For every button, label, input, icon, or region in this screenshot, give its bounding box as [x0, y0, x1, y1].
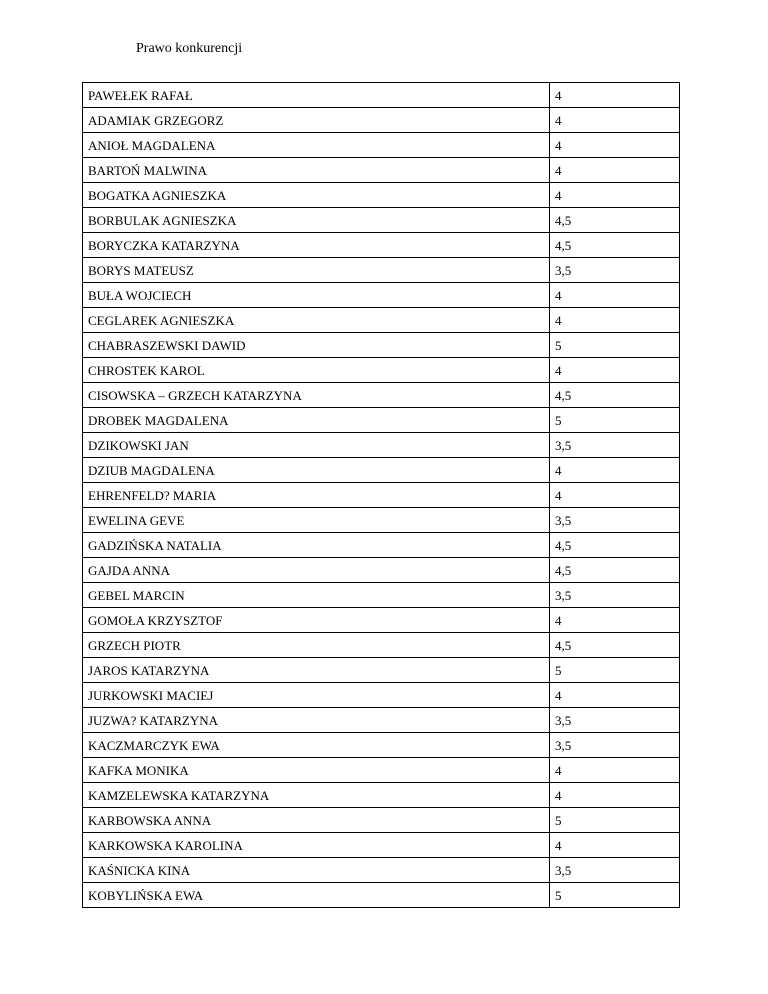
table-row — [83, 383, 680, 408]
grade-cell: 4 — [550, 283, 680, 308]
table-row — [83, 808, 680, 833]
student-name-cell: CHROSTEK KAROL — [83, 358, 550, 383]
grade-cell: 5 — [550, 808, 680, 833]
student-name-cell: JUZWA? KATARZYNA — [83, 708, 550, 733]
grade-cell: 4,5 — [550, 208, 680, 233]
student-name-cell: ADAMIAK GRZEGORZ — [83, 108, 550, 133]
student-name-cell: GAJDA ANNA — [83, 558, 550, 583]
student-name-cell: GADZIŃSKA NATALIA — [83, 533, 550, 558]
grade-cell: 4 — [550, 608, 680, 633]
student-name-cell: CEGLAREK AGNIESZKA — [83, 308, 550, 333]
table-row — [83, 733, 680, 758]
table-row — [83, 158, 680, 183]
student-name-cell: JAROS KATARZYNA — [83, 658, 550, 683]
student-name-cell: BORBULAK AGNIESZKA — [83, 208, 550, 233]
table-row — [83, 608, 680, 633]
student-name-cell: BUŁA WOJCIECH — [83, 283, 550, 308]
table-row — [83, 833, 680, 858]
student-name-cell: KAŚNICKA KINA — [83, 858, 550, 883]
table-row — [83, 458, 680, 483]
table-row — [83, 483, 680, 508]
student-name-cell: PAWEŁEK RAFAŁ — [83, 83, 550, 108]
table-row — [83, 758, 680, 783]
table-row — [83, 258, 680, 283]
student-name-cell: KACZMARCZYK EWA — [83, 733, 550, 758]
grade-cell: 4,5 — [550, 383, 680, 408]
grade-cell: 4 — [550, 133, 680, 158]
student-name-cell: DZIUB MAGDALENA — [83, 458, 550, 483]
table-row — [83, 583, 680, 608]
table-row — [83, 233, 680, 258]
table-row — [83, 133, 680, 158]
student-name-cell: KAMZELEWSKA KATARZYNA — [83, 783, 550, 808]
student-name-cell: DROBEK MAGDALENA — [83, 408, 550, 433]
grades-table — [82, 82, 680, 908]
table-row — [83, 83, 680, 108]
table-row — [83, 283, 680, 308]
grade-cell: 4 — [550, 158, 680, 183]
grade-cell: 4,5 — [550, 633, 680, 658]
table-row — [83, 183, 680, 208]
student-name-cell: GOMOŁA KRZYSZTOF — [83, 608, 550, 633]
grade-cell: 4 — [550, 483, 680, 508]
grade-cell: 3,5 — [550, 258, 680, 283]
student-name-cell: BARTOŃ MALWINA — [83, 158, 550, 183]
table-row — [83, 108, 680, 133]
table-row — [83, 858, 680, 883]
page-title: Prawo konkurencji — [136, 41, 243, 56]
table-row — [83, 633, 680, 658]
student-name-cell: EHRENFELD? MARIA — [83, 483, 550, 508]
grade-cell: 4 — [550, 108, 680, 133]
student-name-cell: CISOWSKA – GRZECH KATARZYNA — [83, 383, 550, 408]
table-row — [83, 783, 680, 808]
grade-cell: 3,5 — [550, 733, 680, 758]
table-row — [83, 408, 680, 433]
table-row — [83, 358, 680, 383]
table-row — [83, 533, 680, 558]
grade-cell: 4 — [550, 783, 680, 808]
student-name-cell: ANIOŁ MAGDALENA — [83, 133, 550, 158]
grade-cell: 4 — [550, 458, 680, 483]
grade-cell: 5 — [550, 658, 680, 683]
student-name-cell: KARKOWSKA KAROLINA — [83, 833, 550, 858]
grade-cell: 3,5 — [550, 858, 680, 883]
grade-cell: 4,5 — [550, 533, 680, 558]
grades-table-body — [83, 83, 680, 908]
grade-cell: 4,5 — [550, 233, 680, 258]
student-name-cell: DZIKOWSKI JAN — [83, 433, 550, 458]
student-name-cell: JURKOWSKI MACIEJ — [83, 683, 550, 708]
grade-cell: 3,5 — [550, 583, 680, 608]
grade-cell: 3,5 — [550, 433, 680, 458]
student-name-cell: CHABRASZEWSKI DAWID — [83, 333, 550, 358]
grade-cell: 4 — [550, 833, 680, 858]
table-row — [83, 308, 680, 333]
table-row — [83, 708, 680, 733]
table-row — [83, 683, 680, 708]
grade-cell: 5 — [550, 333, 680, 358]
grade-cell: 3,5 — [550, 708, 680, 733]
table-row — [83, 558, 680, 583]
grade-cell: 5 — [550, 883, 680, 908]
student-name-cell: KARBOWSKA ANNA — [83, 808, 550, 833]
student-name-cell: BORYCZKA KATARZYNA — [83, 233, 550, 258]
student-name-cell: BOGATKA AGNIESZKA — [83, 183, 550, 208]
table-row — [83, 333, 680, 358]
grade-cell: 4 — [550, 758, 680, 783]
student-name-cell: EWELINA GEVE — [83, 508, 550, 533]
table-row — [83, 433, 680, 458]
grade-cell: 4 — [550, 183, 680, 208]
student-name-cell: GEBEL MARCIN — [83, 583, 550, 608]
table-row — [83, 883, 680, 908]
grade-cell: 4 — [550, 683, 680, 708]
grade-cell: 3,5 — [550, 508, 680, 533]
grade-cell: 5 — [550, 408, 680, 433]
grade-cell: 4 — [550, 358, 680, 383]
grade-cell: 4,5 — [550, 558, 680, 583]
grade-cell: 4 — [550, 83, 680, 108]
student-name-cell: KOBYLIŃSKA EWA — [83, 883, 550, 908]
student-name-cell: BORYS MATEUSZ — [83, 258, 550, 283]
student-name-cell: GRZECH PIOTR — [83, 633, 550, 658]
grade-cell: 4 — [550, 308, 680, 333]
table-row — [83, 658, 680, 683]
table-row — [83, 208, 680, 233]
student-name-cell: KAFKA MONIKA — [83, 758, 550, 783]
table-row — [83, 508, 680, 533]
